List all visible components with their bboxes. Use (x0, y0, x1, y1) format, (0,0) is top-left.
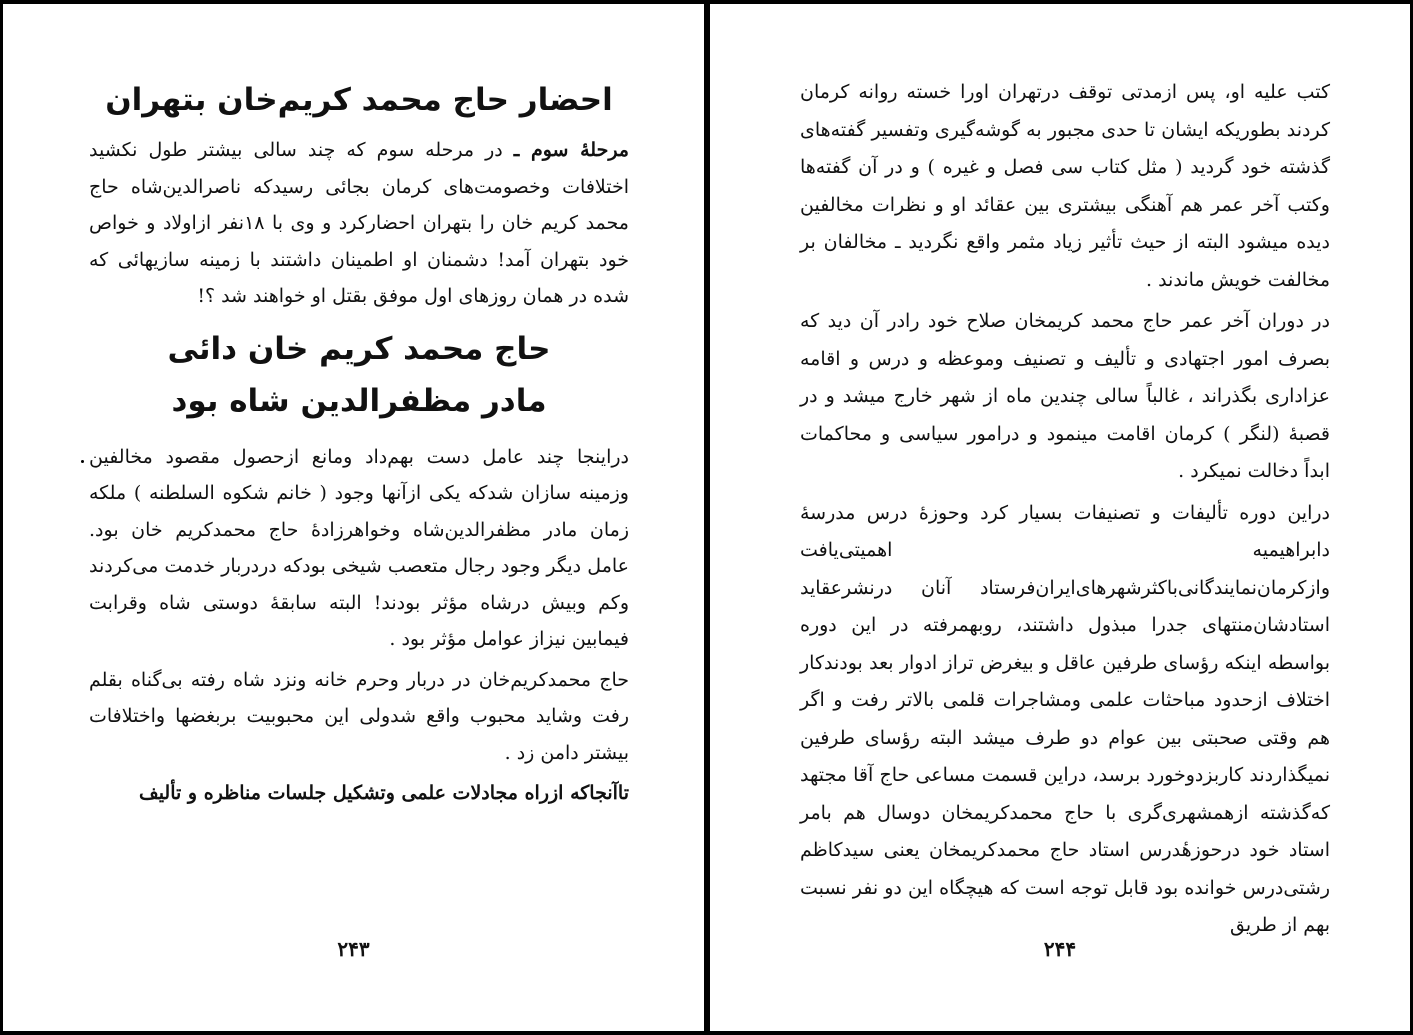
paragraph: حاج محمدکریم‌خان در دربار وحرم خانه ونزد شاه رفته بی‌گناه بقلم رفت وشاید محبوب واقع شدولی این محبوبیت بربغضها واختلافات بیشتر دامن زد . (89, 668, 629, 764)
paragraph: کتب علیه او، پس ازمدتی توقف درتهران اورا خسته روانه کرمان کردند بطوریکه ایشان تا حدی مجبور به گوشه‌گیری وتفسیر گفته‌های گذشته خود گردید ( مثل کتاب سی فصل و غیره ) و در آن گفته‌ها وکتب آخر عمر هم آهنگی بیشتری بین عقائد او و نظرات مخالفین دیده میشود البته از حیث تأثیر زیاد مثمر واقع نگردید ـ مخالفان بر مخالفت خویش ماندند . (800, 81, 1330, 291)
subtitle-line: حاج محمد کریم خان دائی (167, 330, 551, 367)
paragraph-run-in: مرحلهٔ سوم ـ (513, 139, 629, 161)
page-number: ۲۴۴ (1043, 937, 1077, 961)
left-page-content (89, 74, 629, 816)
right-page-content (800, 74, 1330, 949)
paragraph: در دوران آخر عمر حاج محمد کریمخان صلاح خود رادر آن دید که بصرف امور اجتهادی و تألیف و تصنیف وموعظه و درس و اقامه عزاداری بگذراند ، غالباً سالی چندین ماه از شهر خارج میشد و در قصبهٔ (لنگر ) کرمان اقامت مینمود و درامور سیاسی و محاکمات ابداً دخالت نمیکرد . (800, 310, 1330, 482)
paragraph (89, 132, 629, 315)
section-title: احضار حاج محمد کریم‌خان بتهران (105, 82, 613, 118)
subtitle-line: مادر مظفرالدین شاه بود (171, 382, 547, 419)
paragraph: تاآنجاکه ازراه مجادلات علمی وتشکیل جلسات مناظره و تألیف (139, 782, 629, 804)
page-number: ۲۴۳ (337, 937, 370, 961)
paragraph: دراین دوره تألیفات و تصنیفات بسیار کرد وحوزهٔ درس مدرسهٔ دابراهیمیه اهمیتی‌یافت وازکرمان‌نمایندگانی‌باکثرشهرهای‌ایران‌فرستاد آنان درنشرعقاید استادشان‌منتهای جدرا مبذول داشتند، روبهمرفته در این دوره بواسطه اینکه رؤسای طرفین عاقل و بیغرض تراز ادوار بعد بودندکار اختلاف ازحدود مباحثات علمی ومشاجرات قلمی بالاتر رفت و اگر هم وقتی صحبتی بین عوام دو طرف میشد البته رؤسای طرفین نمیگذاردند کاربزدوخورد برسد، دراین قسمت مساعی حاج آقا مجتهد که‌گذشته ازهمشهری‌گری با حاج محمدکریمخان دوسال هم بامر استاد خود درحوزهٔدرس استاد حاج محمدکریمخان یعنی سیدکاظم رشتی‌درس خوانده بود قابل توجه است که هیچگاه این دو نفر نسبت بهم از طریق (800, 501, 1330, 936)
section-subtitle (89, 323, 629, 427)
left-page (0, 0, 704, 1035)
paragraph-text: در مرحله سوم که چند سالی بیشتر طول نکشید اختلافات وخصومت‌های کرمان بجائی رسیدکه ناصرالدین‌شاه حاج محمد کریم خان را بتهران احضارکرد و وی با ۱۸نفر ازاولاد و خواص خود بتهران آمد! دشمنان او اطمینان داشتند با زمینه سازیهائی که شده در همان روزهای اول موفق بقتل او خواهند شد ؟! (89, 139, 629, 307)
paragraph: دراینجا چند عامل دست بهم‌داد ومانع ازحصول مقصود مخالفین وزمینه سازان شدکه یکی ازآنها وجود ( خانم شکوه السلطنه ) ملکه زمان مادر مظفرالدین‌شاه وخواهرزادهٔ حاج محمدکریم خان بود. عامل دیگر وجود رجال متعصب شیخی بودکه دردربار خدمت می‌کردند وکم وبیش درشاه مؤثر بودند! البته سابقهٔ دوستی شاه وقرابت فیمابین نیزاز عوامل مؤثر بود . (89, 445, 629, 650)
right-page (710, 0, 1413, 1035)
ink-speck (81, 460, 84, 463)
